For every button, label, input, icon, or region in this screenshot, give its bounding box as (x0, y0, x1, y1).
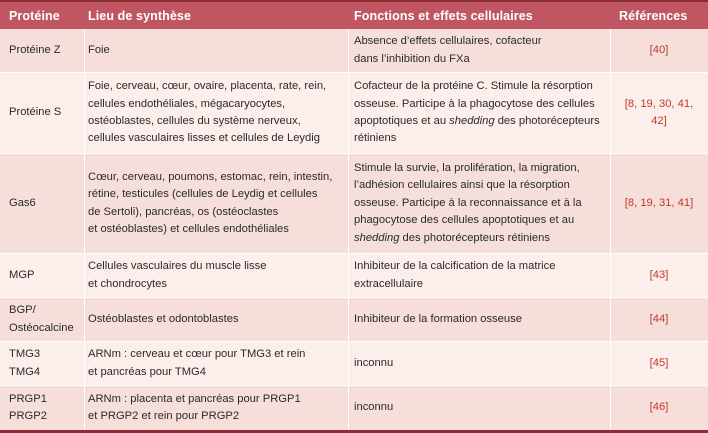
cell-functions: Cofacteur de la protéine C. Stimule la résorption osseuse. Participe à la phagocytose des cellules apoptotiques et au shedding des photorécepteurs rétiniens (354, 80, 600, 145)
cell-references: [45] (649, 356, 669, 369)
cell-functions: Stimule la survie, la prolifération, la migration, l’adhésion cellulaires ainsi que la résorption osseuse. Participe à la reconnaissance et à la phagocytose des cellules apoptotiques et au shedding des photorécepteurs rétiniens (354, 161, 582, 244)
cell-protein: Protéine Z (9, 43, 61, 56)
cell-functions: Absence d’effets cellulaires, cofacteur dans l’inhibition du FXa (354, 35, 542, 65)
header-references: Références (619, 9, 688, 23)
cell-site: ARNm : cerveau et cœur pour TMG3 et rein et pancréas pour TMG4 (88, 348, 306, 378)
cell-site: Cœur, cerveau, poumons, estomac, rein, intestin, rétine, testicules (cellules de Leydig et cellules de Sertoli), pancréas, os (ostéoclastes et ostéoblastes) et cellules endothéliales (88, 170, 333, 235)
table-row (0, 73, 708, 154)
cell-protein: PRGP1 PRGP2 (9, 392, 47, 422)
cell-protein: MGP (9, 268, 35, 281)
cell-site: Cellules vasculaires du muscle lisse et chondrocytes (88, 260, 267, 290)
cell-references: [46] (649, 401, 669, 414)
header-functions: Fonctions et effets cellulaires (354, 9, 533, 23)
column-divider (610, 29, 611, 430)
cell-site: Ostéoblastes et odontoblastes (88, 312, 239, 325)
table-row (0, 298, 708, 342)
cell-functions: inconnu (354, 401, 394, 414)
table-row (0, 386, 708, 430)
cell-references: [8, 19, 30, 41, 42] (624, 97, 694, 127)
cell-references: [43] (649, 268, 669, 281)
cell-protein: TMG3 TMG4 (9, 348, 41, 378)
cell-functions: Inhibiteur de la calcification de la matrice extracellulaire (354, 260, 556, 290)
header-protein: Protéine (9, 9, 60, 23)
table-row (0, 154, 708, 254)
cell-protein: BGP/ Ostéocalcine (9, 304, 74, 334)
table-row (0, 342, 708, 386)
cell-site: Foie, cerveau, cœur, ovaire, placenta, rate, rein, cellules endothéliales, mégacaryocytes, ostéoblastes, cellules du système nerveux, cellules vasculaires lisses et cellules de Leydig (88, 80, 327, 145)
table-row (0, 29, 708, 73)
cell-references: [8, 19, 31, 41] (624, 196, 694, 209)
cell-site: ARNm : placenta et pancréas pour PRGP1 et PRGP2 et rein pour PRGP2 (88, 392, 301, 422)
cell-site: Foie (88, 43, 110, 56)
header-site: Lieu de synthèse (88, 9, 192, 23)
cell-functions: inconnu (354, 356, 394, 369)
cell-protein: Gas6 (9, 196, 36, 209)
column-divider (84, 29, 85, 430)
table-row (0, 254, 708, 298)
cell-protein: Protéine S (9, 106, 62, 119)
column-divider (348, 29, 349, 430)
cell-references: [40] (649, 43, 669, 56)
cell-functions: Inhibiteur de la formation osseuse (354, 312, 522, 325)
cell-references: [44] (649, 312, 669, 325)
table-header (0, 0, 708, 29)
